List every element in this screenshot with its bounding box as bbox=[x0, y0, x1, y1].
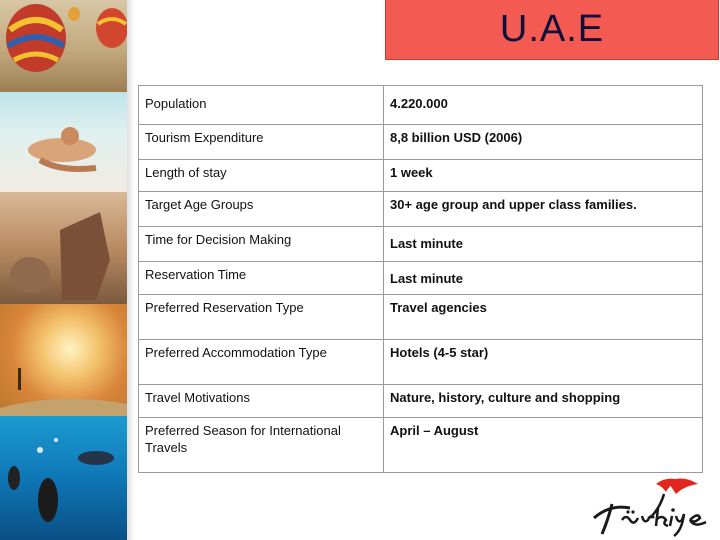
row-value: April – August bbox=[390, 423, 479, 438]
row-value: 4.220.000 bbox=[390, 96, 448, 111]
page-title: U.A.E bbox=[499, 8, 605, 50]
row-value: 30+ age group and upper class families. bbox=[390, 197, 637, 212]
photo-strip bbox=[0, 0, 127, 540]
row-label: Population bbox=[139, 86, 384, 124]
turkiye-logo bbox=[590, 474, 712, 538]
table-row bbox=[139, 295, 702, 340]
photo-strip-shadow bbox=[127, 0, 135, 540]
table-row bbox=[139, 125, 702, 160]
table-row bbox=[139, 340, 702, 385]
row-value: Travel agencies bbox=[390, 300, 487, 315]
country-profile-table bbox=[138, 85, 703, 473]
row-value: Last minute bbox=[390, 236, 463, 251]
table-row bbox=[139, 86, 702, 125]
row-value: Last minute bbox=[390, 271, 463, 286]
photo-strip-art bbox=[0, 0, 127, 540]
row-label: Reservation Time bbox=[139, 262, 384, 294]
table-row bbox=[139, 385, 702, 418]
row-value: Hotels (4-5 star) bbox=[390, 345, 489, 360]
row-value: Nature, history, culture and shopping bbox=[390, 390, 621, 405]
row-label: Target Age Groups bbox=[139, 192, 384, 226]
row-label: Preferred Season for International Travels bbox=[139, 418, 384, 472]
row-label: Preferred Reservation Type bbox=[139, 295, 384, 339]
row-value: 1 week bbox=[390, 165, 433, 180]
row-label: Preferred Accommodation Type bbox=[139, 340, 384, 384]
row-label: Time for Decision Making bbox=[139, 227, 384, 261]
table-row bbox=[139, 192, 702, 227]
row-value: 8,8 billion USD (2006) bbox=[390, 130, 523, 145]
row-label: Travel Motivations bbox=[139, 385, 384, 417]
row-label: Tourism Expenditure bbox=[139, 125, 384, 159]
row-label: Length of stay bbox=[139, 160, 384, 191]
table-row bbox=[139, 418, 702, 473]
table-row bbox=[139, 262, 702, 295]
table-row bbox=[139, 227, 702, 262]
table-row bbox=[139, 160, 702, 192]
title-banner bbox=[385, 0, 719, 60]
